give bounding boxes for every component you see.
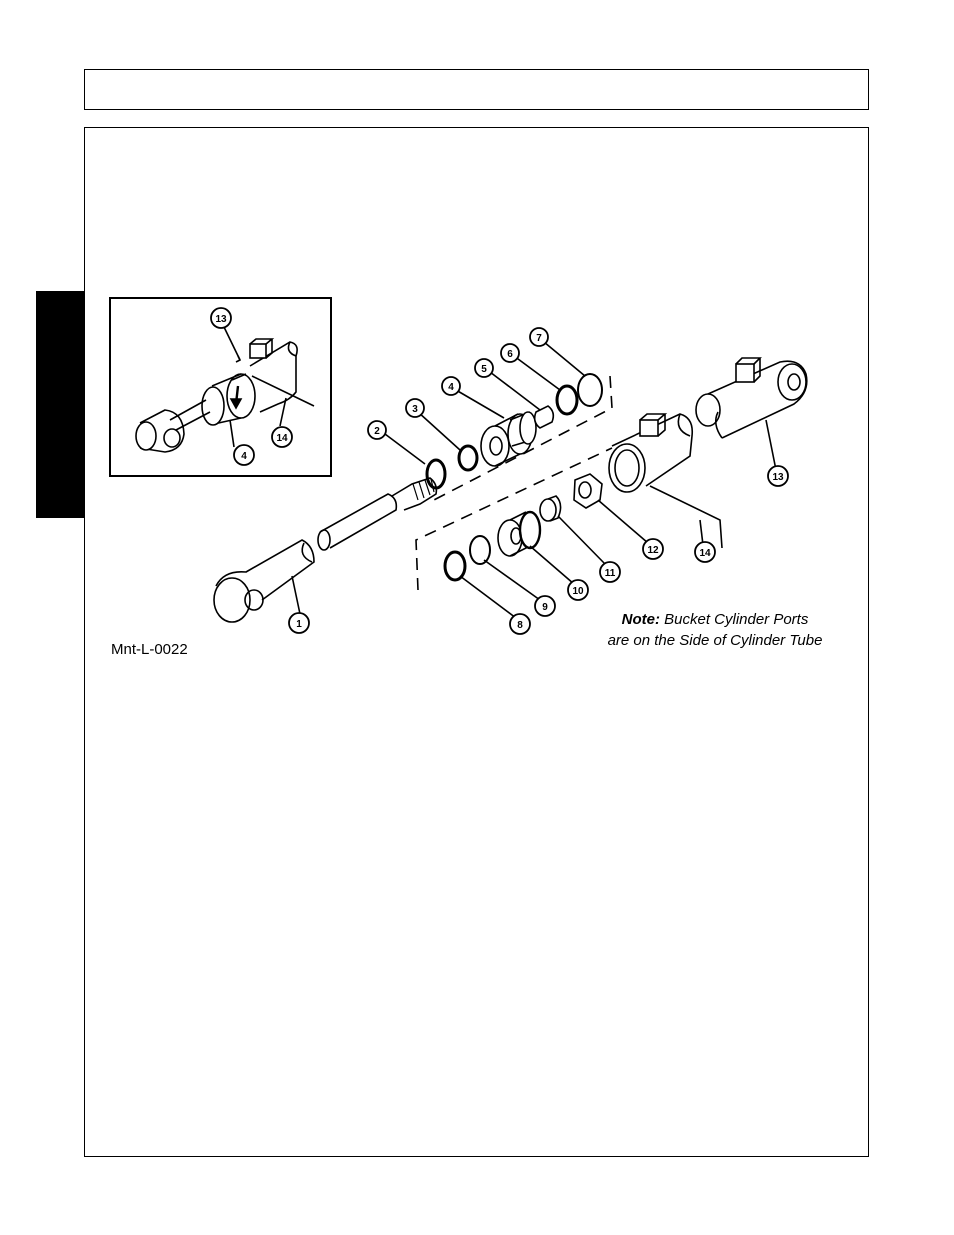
callout-8: 8 [517, 620, 523, 631]
callout-11: 11 [604, 568, 616, 579]
callout-inset-4: 4 [241, 451, 247, 462]
callout-4: 4 [448, 382, 454, 393]
note-line-2: are on the Side of Cylinder Tube [607, 632, 823, 649]
callout-13: 13 [772, 472, 784, 483]
callout-5: 5 [481, 364, 487, 375]
callout-1: 1 [296, 619, 302, 630]
callout-circles [211, 308, 788, 634]
note-line-1: Bucket Cylinder Ports [664, 611, 809, 628]
bucket-cylinder-note [570, 609, 860, 651]
callout-7: 7 [536, 333, 542, 344]
callout-12: 12 [647, 545, 659, 556]
callout-9: 9 [542, 602, 548, 613]
callout-inset-14: 14 [276, 433, 288, 444]
figure-id-label: Mnt-L-0022 [111, 641, 188, 658]
callout-14: 14 [699, 548, 711, 559]
main-exploded-view [214, 342, 807, 622]
callout-labels [215, 314, 784, 631]
callout-6: 6 [507, 349, 513, 360]
note-prefix: Note: [621, 611, 660, 628]
callout-2: 2 [374, 426, 380, 437]
callout-10: 10 [572, 586, 584, 597]
callout-inset-13: 13 [215, 314, 227, 325]
callout-3: 3 [412, 404, 418, 415]
